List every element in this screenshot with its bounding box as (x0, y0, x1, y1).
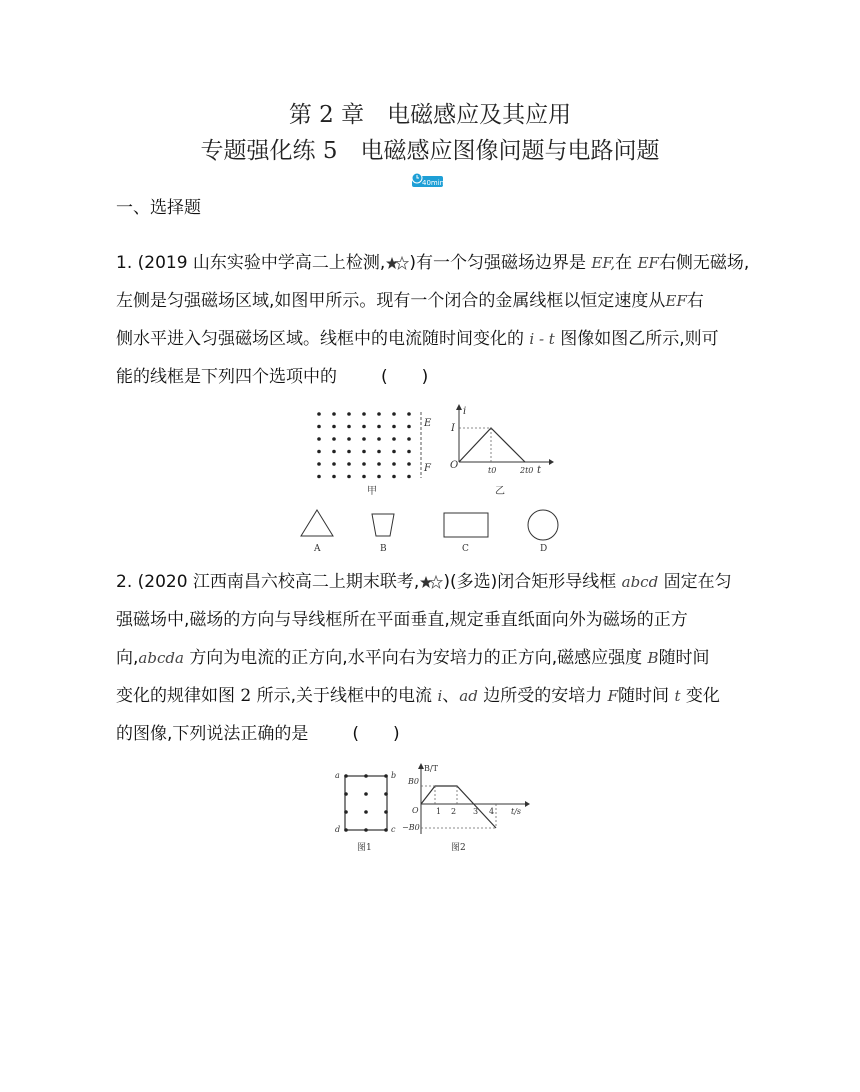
field-dot (347, 412, 351, 416)
field-dot (347, 450, 351, 454)
question-2: 2. (2020 江西南昌六校高二上期末联考, )(多选)闭合矩形导线框 abcd 固定在匀 强磁场中,磁场的方向与导线框所在平面垂直,规定垂直纸面向外为磁场的正方 向,abcda 方向为电流的正方向,水平向右为安培力的正方向,磁感应强度 B随时间 变化的规律如图 2 所示,关于线框中的电流 i、ad 边所受的安培力 F随时间 t 变化 的图像,下列说法正确的是 ( ) (116, 563, 756, 753)
field-dot (347, 462, 351, 466)
field-dot (364, 792, 368, 796)
field-dot (392, 412, 396, 416)
field-dot (392, 437, 396, 441)
difficulty-star-icon (419, 574, 443, 590)
answer-blank[interactable]: ( ) (352, 724, 400, 744)
field-dot (332, 475, 336, 479)
figure-yi-graph (445, 402, 555, 498)
svg-text:b: b (391, 771, 397, 780)
field-dot (332, 450, 336, 454)
field-dot (317, 437, 321, 441)
svg-text:3: 3 (473, 807, 479, 816)
field-dot (344, 810, 348, 814)
svg-text:4: 4 (489, 807, 495, 816)
time-badge-text: 40min (422, 179, 444, 187)
svg-text:a: a (335, 771, 340, 780)
svg-text:I: I (451, 423, 455, 434)
field-dot (347, 437, 351, 441)
b-t-curve (421, 786, 496, 828)
svg-text:2t0: 2t0 (520, 466, 534, 475)
option-shapes (295, 506, 565, 556)
option-b-label: B (380, 544, 387, 554)
field-dot (344, 792, 348, 796)
field-dot (392, 475, 396, 479)
field-dot (377, 450, 381, 454)
magnetic-field-dots (344, 774, 388, 832)
svg-text:E: E (424, 418, 432, 429)
field-dot (317, 450, 321, 454)
field-dot (407, 412, 411, 416)
option-d-label: D (540, 544, 548, 554)
caption-yi: 乙 (495, 486, 505, 497)
svg-text:−B0: −B0 (402, 823, 420, 832)
field-dot (407, 437, 411, 441)
svg-text:t: t (537, 465, 542, 476)
page-title: 专题强化练 5 电磁感应图像问题与电路问题 (200, 138, 660, 164)
question-1: 1. (2019 山东实验中学高二上检测, )有一个匀强磁场边界是 EF,在 EF右侧无磁场, 左侧是匀强磁场区域,如图甲所示。现有一个闭合的金属线框以恒定速度从EF右 侧水平进入匀强磁场区域。线框中的电流随时间变化的 i - t 图像如图乙所示,则可 能的线框是下列四个选项中的 ( ) (116, 244, 756, 396)
time-badge (410, 172, 444, 188)
field-dot (407, 425, 411, 429)
option-b-trapezoid (372, 514, 394, 536)
field-dot (377, 462, 381, 466)
section-heading: 一、选择题 (116, 198, 201, 218)
field-dot (347, 475, 351, 479)
field-dot (364, 810, 368, 814)
svg-text:i: i (463, 406, 467, 417)
option-a-label: A (314, 544, 321, 554)
field-dot (362, 462, 366, 466)
chapter-title: 第 2 章 电磁感应及其应用 (288, 102, 572, 128)
i-t-curve (459, 428, 525, 462)
field-dot (384, 828, 388, 832)
svg-text:2: 2 (451, 807, 457, 816)
answer-blank[interactable]: ( ) (381, 367, 429, 387)
field-dot (332, 425, 336, 429)
svg-text:F: F (424, 463, 431, 474)
caption-fig1: 图1 (357, 843, 372, 853)
svg-text:1: 1 (436, 807, 442, 816)
field-dot (384, 810, 388, 814)
field-dot (377, 475, 381, 479)
field-dot (332, 437, 336, 441)
field-dot (344, 774, 348, 778)
field-dot (364, 828, 368, 832)
option-d-circle (528, 510, 558, 540)
field-dot (362, 412, 366, 416)
field-dot (317, 412, 321, 416)
field-dot (392, 450, 396, 454)
svg-text:B0: B0 (408, 777, 419, 786)
field-dot (407, 475, 411, 479)
field-dot (392, 425, 396, 429)
svg-text:t/s: t/s (511, 807, 522, 816)
figure-jia (310, 408, 440, 498)
svg-text:t0: t0 (488, 466, 497, 475)
figure-2-graph (399, 762, 531, 856)
field-dot (392, 462, 396, 466)
field-dot (362, 437, 366, 441)
caption-fig2: 图2 (451, 843, 466, 853)
option-c-label: C (462, 544, 469, 554)
field-dot (362, 450, 366, 454)
field-dot (362, 475, 366, 479)
svg-text:O: O (450, 460, 459, 471)
field-dot (377, 412, 381, 416)
field-dot (317, 425, 321, 429)
option-c-rectangle (444, 513, 488, 537)
svg-text:d: d (335, 825, 341, 834)
field-dot (317, 475, 321, 479)
field-dot (364, 774, 368, 778)
field-dot (362, 425, 366, 429)
field-dot (347, 425, 351, 429)
field-dot (407, 450, 411, 454)
abcd-loop (345, 776, 387, 830)
field-dot (377, 437, 381, 441)
figure-1-loop (333, 770, 399, 856)
q1-text: 1. (2019 山东实验中学高二上检测, (116, 253, 386, 273)
svg-text:B/T: B/T (424, 764, 438, 773)
field-dot (332, 462, 336, 466)
option-a-triangle (301, 510, 333, 536)
difficulty-star-icon (385, 255, 409, 271)
field-dot (377, 425, 381, 429)
field-dot (384, 774, 388, 778)
field-dot (384, 792, 388, 796)
svg-text:O: O (412, 806, 419, 815)
field-dot (407, 462, 411, 466)
field-dot (344, 828, 348, 832)
caption-jia: 甲 (367, 486, 377, 497)
magnetic-field-dots (317, 412, 411, 478)
field-dot (332, 412, 336, 416)
field-dot (317, 462, 321, 466)
svg-text:c: c (391, 825, 396, 834)
